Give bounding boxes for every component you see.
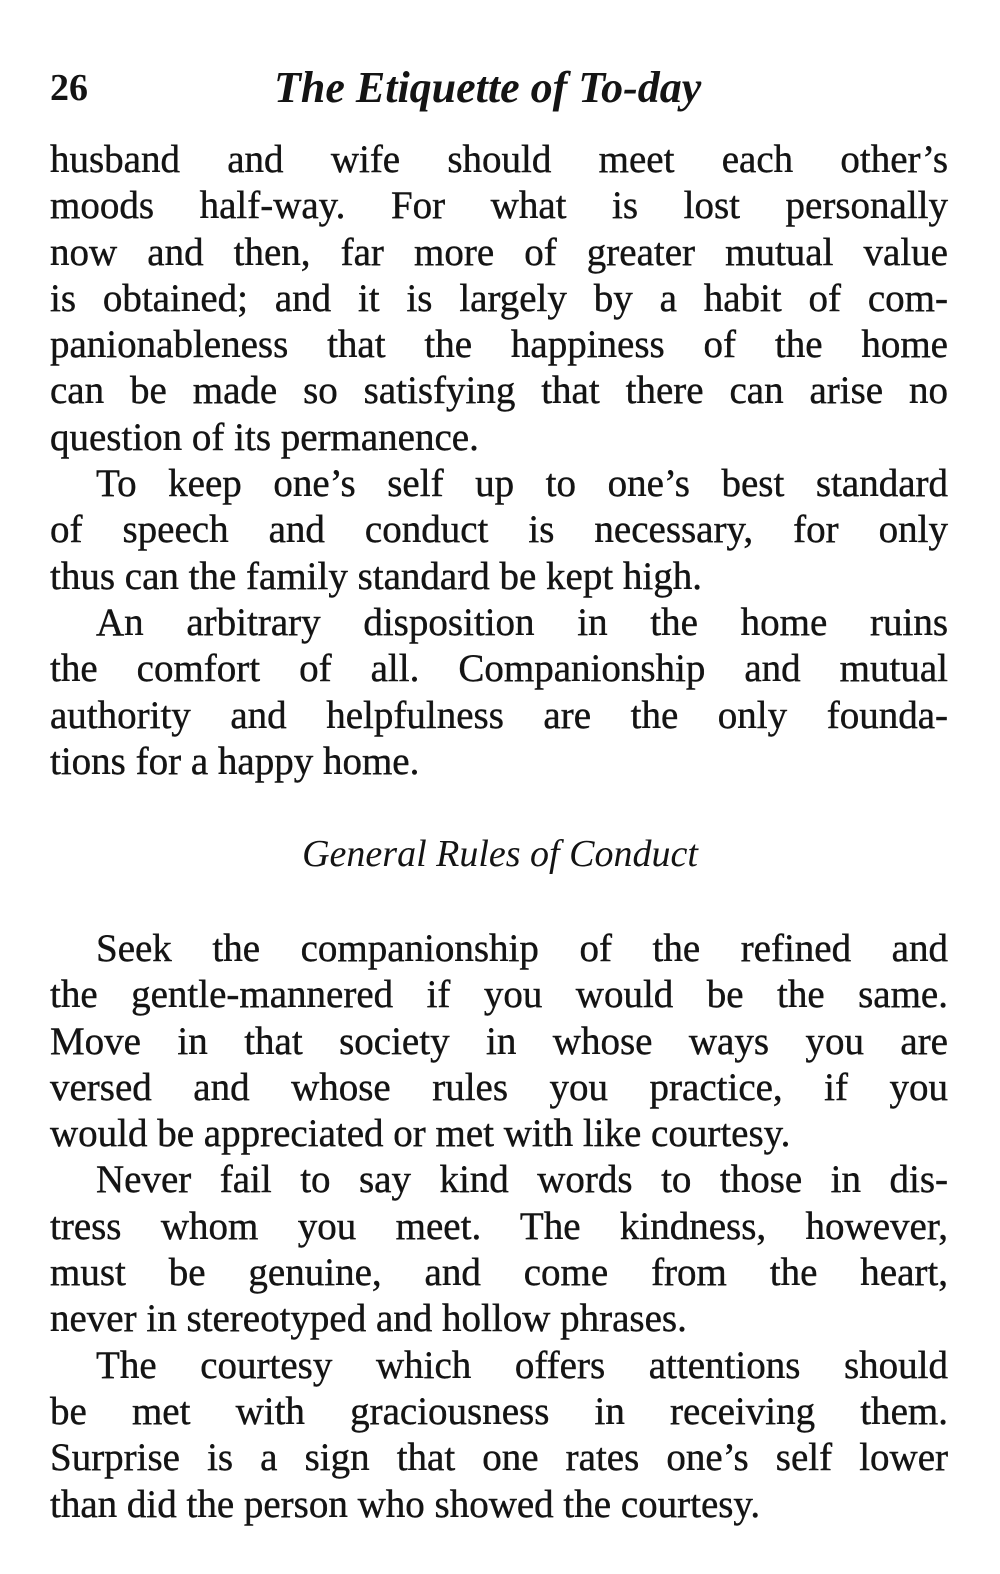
text-line: would be appreciated or met with like courtesy. [50, 1112, 791, 1156]
text-line: must be genuine, and come from the heart, [50, 1251, 948, 1295]
running-header [50, 62, 950, 118]
text-line: Surprise is a sign that one rates one’s self lower [50, 1436, 948, 1480]
text-line: the comfort of all. Companionship and mutual [50, 647, 948, 691]
text-line: husband and wife should meet each other’s [50, 138, 948, 181]
text-line: Never fail to say kind words to those in dis- [96, 1158, 948, 1202]
text-line: question of its permanence. [50, 415, 479, 459]
paragraph [50, 926, 948, 1157]
paragraph [50, 137, 948, 461]
section-heading: General Rules of Conduct [302, 833, 698, 875]
paragraph [50, 1343, 948, 1528]
text-line: be met with graciousness in receiving them. [50, 1389, 948, 1433]
paragraph [50, 461, 948, 600]
text-line: panionableness that the happiness of the home [50, 323, 948, 367]
text-line: versed and whose rules you practice, if you [50, 1065, 948, 1109]
text-line: moods half-way. For what is lost personally [50, 184, 948, 228]
text-line: authority and helpfulness are the only founda- [50, 693, 948, 737]
text-line: can be made so satisfying that there can arise no [50, 369, 948, 413]
text-line: The courtesy which offers attentions should [96, 1343, 948, 1387]
text-line: of speech and conduct is necessary, for only [50, 508, 948, 552]
text-line: To keep one’s self up to one’s best standard [96, 462, 948, 506]
paragraph [50, 1157, 948, 1342]
text-line: than did the person who showed the courtesy. [50, 1482, 761, 1526]
text-line: Move in that society in whose ways you are [50, 1019, 948, 1063]
text-line: tress whom you meet. The kindness, however, [50, 1204, 948, 1248]
page-number: 26 [50, 67, 88, 109]
text-line: is obtained; and it is largely by a habit of com- [50, 276, 948, 320]
text-line: Seek the companionship of the refined and [96, 927, 948, 970]
paragraph [50, 600, 948, 785]
running-title: The Etiquette of To-day [274, 63, 702, 112]
text-line: now and then, far more of greater mutual value [50, 230, 948, 274]
text-line: the gentle-mannered if you would be the same. [50, 973, 948, 1017]
text-line: An arbitrary disposition in the home ruins [96, 600, 948, 644]
text-line: never in stereotyped and hollow phrases. [50, 1297, 687, 1341]
section-2-text [50, 926, 948, 1528]
section-1-text [50, 137, 948, 785]
text-line: thus can the family standard be kept high. [50, 554, 702, 598]
text-line: tions for a happy home. [50, 739, 420, 783]
